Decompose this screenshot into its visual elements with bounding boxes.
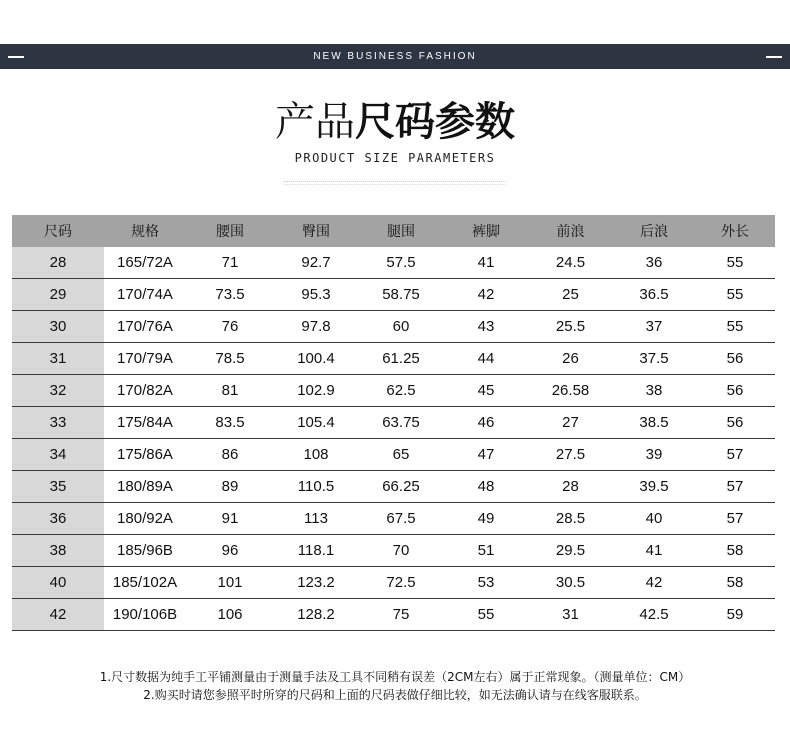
table-cell: 185/102A	[104, 567, 186, 599]
table-cell: 170/79A	[104, 343, 186, 375]
note-line: 2.购买时请您参照平时所穿的尺码和上面的尺码表做仔细比较，如无法确认请与在线客服联系。	[143, 688, 647, 702]
table-cell: 185/96B	[104, 535, 186, 567]
table-header-row	[12, 215, 775, 247]
table-cell: 41	[444, 247, 528, 279]
table-cell: 51	[444, 535, 528, 567]
table-cell: 170/76A	[104, 311, 186, 343]
table-cell: 100.4	[274, 343, 358, 375]
table-cell: 49	[444, 503, 528, 535]
table-cell: 128.2	[274, 599, 358, 631]
table-cell: 65	[358, 439, 444, 471]
table-cell: 67.5	[358, 503, 444, 535]
table-cell: 63.75	[358, 407, 444, 439]
table-cell: 31	[528, 599, 613, 631]
table-cell: 43	[444, 311, 528, 343]
table-cell: 75	[358, 599, 444, 631]
table-cell: 170/82A	[104, 375, 186, 407]
size-cell: 29	[12, 279, 104, 311]
table-cell: 73.5	[186, 279, 274, 311]
decorative-line	[284, 181, 506, 185]
table-cell: 48	[444, 471, 528, 503]
table-row	[12, 535, 775, 567]
table-cell: 76	[186, 311, 274, 343]
column-header: 前浪	[528, 215, 613, 247]
table-cell: 36	[613, 247, 695, 279]
table-row	[12, 279, 775, 311]
size-cell: 32	[12, 375, 104, 407]
table-cell: 27.5	[528, 439, 613, 471]
table-cell: 37	[613, 311, 695, 343]
table-cell: 42	[613, 567, 695, 599]
table-cell: 42	[444, 279, 528, 311]
size-cell: 42	[12, 599, 104, 631]
table-cell: 101	[186, 567, 274, 599]
table-cell: 91	[186, 503, 274, 535]
note-line: 1.尺寸数据为纯手工平铺测量由于测量手法及工具不同稍有误差（2CM左右）属于正常现象。（测量单位：CM）	[99, 670, 691, 684]
table-cell: 89	[186, 471, 274, 503]
table-cell: 55	[444, 599, 528, 631]
table-cell: 71	[186, 247, 274, 279]
table-cell: 39	[613, 439, 695, 471]
table-row	[12, 503, 775, 535]
table-cell: 118.1	[274, 535, 358, 567]
notes	[0, 668, 790, 704]
table-cell: 56	[695, 407, 775, 439]
column-header: 规格	[104, 215, 186, 247]
table-cell: 180/89A	[104, 471, 186, 503]
column-header: 腰围	[186, 215, 274, 247]
table-row	[12, 247, 775, 279]
table-cell: 83.5	[186, 407, 274, 439]
table-cell: 55	[695, 247, 775, 279]
table-cell: 55	[695, 279, 775, 311]
size-cell: 34	[12, 439, 104, 471]
page-subtitle: PRODUCT SIZE PARAMETERS	[294, 151, 496, 165]
table-cell: 40	[613, 503, 695, 535]
table-cell: 61.25	[358, 343, 444, 375]
table-cell: 58	[695, 535, 775, 567]
table-cell: 180/92A	[104, 503, 186, 535]
table-cell: 38	[613, 375, 695, 407]
table-cell: 96	[186, 535, 274, 567]
table-cell: 106	[186, 599, 274, 631]
column-header: 裤脚	[444, 215, 528, 247]
table-row	[12, 407, 775, 439]
table-row	[12, 343, 775, 375]
table-cell: 44	[444, 343, 528, 375]
size-cell: 33	[12, 407, 104, 439]
top-banner	[0, 44, 790, 69]
column-header: 后浪	[613, 215, 695, 247]
table-row	[12, 311, 775, 343]
table-row	[12, 567, 775, 599]
table-cell: 165/72A	[104, 247, 186, 279]
table-cell: 45	[444, 375, 528, 407]
table-body	[12, 247, 775, 631]
table-cell: 57	[695, 471, 775, 503]
table-cell: 39.5	[613, 471, 695, 503]
table-cell: 28	[528, 471, 613, 503]
table-cell: 175/84A	[104, 407, 186, 439]
title-light-part: 产品	[275, 99, 355, 145]
size-cell: 40	[12, 567, 104, 599]
table-cell: 28.5	[528, 503, 613, 535]
table-cell: 24.5	[528, 247, 613, 279]
table-cell: 70	[358, 535, 444, 567]
table-cell: 25.5	[528, 311, 613, 343]
table-cell: 123.2	[274, 567, 358, 599]
table-cell: 86	[186, 439, 274, 471]
table-cell: 81	[186, 375, 274, 407]
table-row	[12, 471, 775, 503]
table-cell: 58	[695, 567, 775, 599]
size-cell: 31	[12, 343, 104, 375]
table-cell: 60	[358, 311, 444, 343]
table-cell: 102.9	[274, 375, 358, 407]
table-cell: 36.5	[613, 279, 695, 311]
table-cell: 57.5	[358, 247, 444, 279]
table-cell: 58.75	[358, 279, 444, 311]
table-cell: 25	[528, 279, 613, 311]
table-cell: 97.8	[274, 311, 358, 343]
table-cell: 59	[695, 599, 775, 631]
size-cell: 35	[12, 471, 104, 503]
size-cell: 38	[12, 535, 104, 567]
table-cell: 26.58	[528, 375, 613, 407]
table-row	[12, 599, 775, 631]
size-cell: 30	[12, 311, 104, 343]
table-row	[12, 375, 775, 407]
column-header: 臀围	[274, 215, 358, 247]
table-cell: 92.7	[274, 247, 358, 279]
table-cell: 108	[274, 439, 358, 471]
column-header: 腿围	[358, 215, 444, 247]
table-cell: 95.3	[274, 279, 358, 311]
table-cell: 53	[444, 567, 528, 599]
table-cell: 190/106B	[104, 599, 186, 631]
table-cell: 56	[695, 343, 775, 375]
table-cell: 30.5	[528, 567, 613, 599]
table-cell: 46	[444, 407, 528, 439]
size-table	[12, 215, 775, 631]
table-cell: 113	[274, 503, 358, 535]
table-cell: 56	[695, 375, 775, 407]
table-cell: 55	[695, 311, 775, 343]
page-title	[0, 96, 790, 148]
table-cell: 57	[695, 503, 775, 535]
table-cell: 78.5	[186, 343, 274, 375]
table-cell: 57	[695, 439, 775, 471]
title-bold-part: 尺码参数	[355, 99, 515, 145]
table-cell: 62.5	[358, 375, 444, 407]
column-header: 尺码	[12, 215, 104, 247]
table-cell: 38.5	[613, 407, 695, 439]
table-cell: 105.4	[274, 407, 358, 439]
banner-dash-right	[766, 56, 782, 58]
banner-text: NEW BUSINESS FASHION	[313, 51, 477, 62]
size-cell: 36	[12, 503, 104, 535]
table-cell: 72.5	[358, 567, 444, 599]
table-cell: 47	[444, 439, 528, 471]
column-header: 外长	[695, 215, 775, 247]
table-cell: 170/74A	[104, 279, 186, 311]
table-cell: 110.5	[274, 471, 358, 503]
table-cell: 37.5	[613, 343, 695, 375]
table-row	[12, 439, 775, 471]
table-cell: 26	[528, 343, 613, 375]
size-cell: 28	[12, 247, 104, 279]
table-cell: 41	[613, 535, 695, 567]
table-cell: 175/86A	[104, 439, 186, 471]
table-cell: 29.5	[528, 535, 613, 567]
table-cell: 27	[528, 407, 613, 439]
table-cell: 42.5	[613, 599, 695, 631]
table-cell: 66.25	[358, 471, 444, 503]
